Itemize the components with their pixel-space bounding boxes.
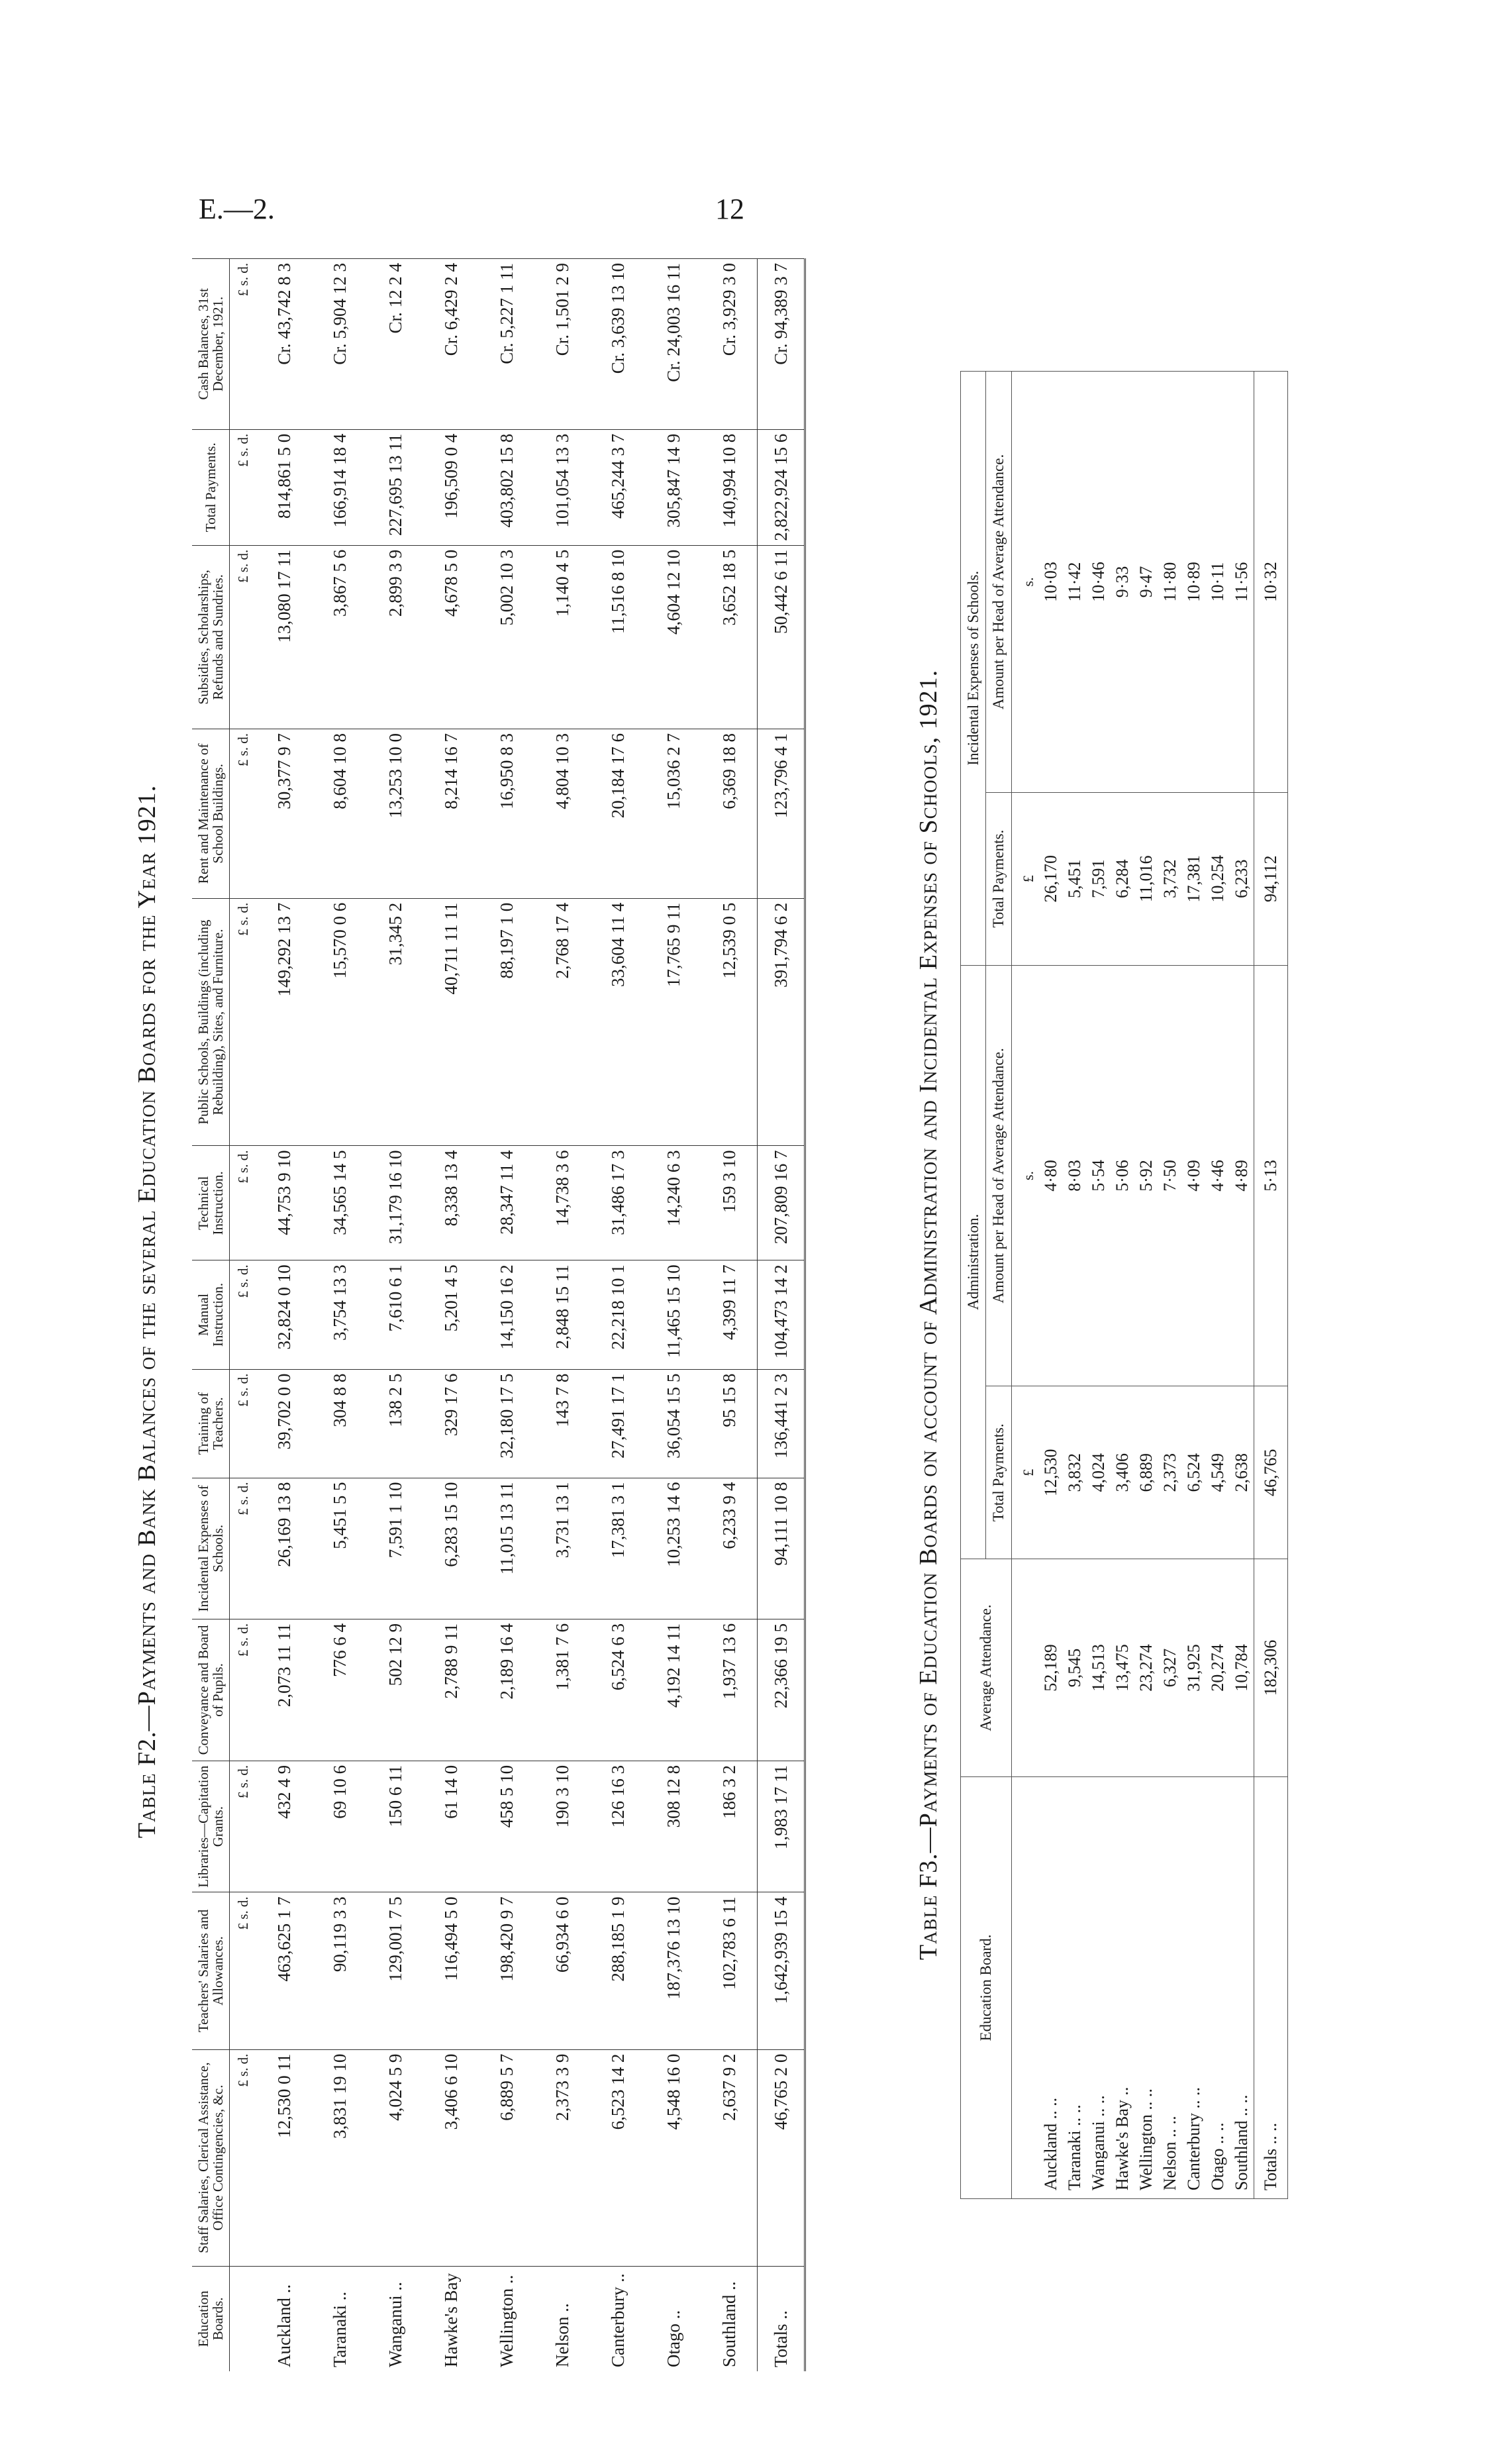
f2-value-cell: 149,292 13 7	[256, 898, 312, 1146]
f2-units-blank	[230, 2266, 257, 2371]
f3-cell-adm_head: 4·89	[1230, 965, 1254, 1386]
f3-header-board: Education Board.	[961, 1777, 1012, 2199]
page-code: E.—2.	[199, 193, 275, 225]
f3-cell-att: 23,274	[1134, 1559, 1158, 1777]
f2-value-cell: 116,494 5 0	[423, 1892, 479, 2049]
f2-unit-cell: £ s. d.	[230, 1260, 257, 1369]
f3-cell-adm_head: 5·92	[1134, 965, 1158, 1386]
f2-value-cell: 4,804 10 3	[534, 729, 590, 898]
f3-cell-adm_total: 3,832	[1063, 1386, 1087, 1559]
f2-value-cell: 7,610 6 1	[368, 1260, 423, 1369]
f3-units-blank	[1011, 1559, 1039, 1777]
f3-total-att: 182,306	[1254, 1559, 1287, 1777]
f2-value-cell: 2,848 15 11	[534, 1260, 590, 1369]
f2-header-col-1: Staff Salaries, Clerical Assistance, Office Contingencies, &c.	[192, 2049, 230, 2266]
table-row	[1134, 372, 1158, 2199]
f2-value-cell: 7,591 1 10	[368, 1478, 423, 1619]
f2-value-cell: 166,914 18 4	[312, 429, 368, 545]
f3-header-administration: Administration.	[961, 965, 986, 1559]
f2-value-cell: 4,548 16 0	[646, 2049, 701, 2266]
f2-value-cell: 3,831 19 10	[312, 2049, 368, 2266]
f2-unit-cell: £ s. d.	[230, 545, 257, 729]
f2-value-cell: 88,197 1 0	[479, 898, 534, 1146]
f2-value-cell: 6,889 5 7	[479, 2049, 534, 2266]
f2-value-cell: 17,765 9 11	[646, 898, 701, 1146]
table-row	[590, 259, 646, 2372]
f2-value-cell: 140,994 10 8	[701, 429, 758, 545]
f3-cell-board: Hawke's Bay ..	[1111, 1777, 1134, 2199]
f2-header-col-11: Subsidies, Scholarships, Refunds and Sundries.	[192, 545, 230, 729]
f2-value-cell: 304 8 8	[312, 1369, 368, 1478]
f3-header-inc-total: Total Payments.	[986, 792, 1011, 965]
table-row	[1063, 372, 1087, 2199]
f2-value-cell: 3,754 13 3	[312, 1260, 368, 1369]
f3-cell-adm_total: 2,638	[1230, 1386, 1254, 1559]
f2-header-col-13: Cash Balances, 31st December, 1921.	[192, 259, 230, 430]
f2-value-cell: 15,570 0 6	[312, 898, 368, 1146]
f2-unit-cell: £ s. d.	[230, 1761, 257, 1892]
f2-header-col-4: Conveyance and Board of Pupils.	[192, 1619, 230, 1761]
f2-value-cell: Cr. 5,904 12 3	[312, 259, 368, 430]
f2-value-cell: 32,180 17 5	[479, 1369, 534, 1478]
f3-header-adm-total: Total Payments.	[986, 1386, 1011, 1559]
f2-value-cell: Cr. 3,929 3 0	[701, 259, 758, 430]
f2-board-name: Auckland ..	[256, 2266, 312, 2371]
table-row	[1182, 372, 1206, 2199]
f2-value-cell: 186 3 2	[701, 1761, 758, 1892]
f2-value-cell: 1,140 4 5	[534, 545, 590, 729]
f3-cell-inc_total: 17,381	[1182, 792, 1206, 965]
f2-value-cell: 4,604 12 10	[646, 545, 701, 729]
f2-value-cell: 30,377 9 7	[256, 729, 312, 898]
f2-header-col-0: Education Boards.	[192, 2266, 230, 2371]
f3-header-adm-head: Amount per Head of Average Attendance.	[986, 965, 1011, 1386]
f2-value-cell: 95 15 8	[701, 1369, 758, 1478]
f2-value-cell: 305,847 14 9	[646, 429, 701, 545]
f3-unit-total: £	[1011, 792, 1039, 965]
f2-value-cell: 776 6 4	[312, 1619, 368, 1761]
f3-cell-adm_total: 3,406	[1111, 1386, 1134, 1559]
f2-header-col-7: Manual Instruction.	[192, 1260, 230, 1369]
f2-value-cell: 11,465 15 10	[646, 1260, 701, 1369]
f2-value-cell: Cr. 6,429 2 4	[423, 259, 479, 430]
f2-total-cell: Cr. 94,389 3 7	[758, 259, 805, 430]
f2-value-cell: 3,406 6 10	[423, 2049, 479, 2266]
f3-cell-att: 14,513	[1087, 1559, 1111, 1777]
f2-total-cell: 1,983 17 11	[758, 1761, 805, 1892]
f2-value-cell: 187,376 13 10	[646, 1892, 701, 2049]
f3-units-blank	[1011, 1777, 1039, 2199]
f2-value-cell: 4,678 5 0	[423, 545, 479, 729]
f3-cell-adm_total: 6,889	[1134, 1386, 1158, 1559]
f3-total-adm_head: 5·13	[1254, 965, 1287, 1386]
table-row	[701, 259, 758, 2372]
f2-value-cell: 16,950 8 3	[479, 729, 534, 898]
f2-value-cell: 308 12 8	[646, 1761, 701, 1892]
f2-header-col-3: Libraries—Capitation Grants.	[192, 1761, 230, 1892]
f2-value-cell: 227,695 13 11	[368, 429, 423, 545]
f2-value-cell: 44,753 9 10	[256, 1146, 312, 1260]
f2-value-cell: 66,934 6 0	[534, 1892, 590, 2049]
f2-value-cell: 34,565 14 5	[312, 1146, 368, 1260]
f3-header-inc-head: Amount per Head of Average Attendance.	[986, 372, 1011, 793]
f3-cell-inc_head: 10·03	[1039, 372, 1063, 793]
f3-cell-inc_total: 3,732	[1158, 792, 1182, 965]
f2-value-cell: 11,516 8 10	[590, 545, 646, 729]
f3-totals-row	[1254, 372, 1287, 2199]
f2-unit-cell: £ s. d.	[230, 1892, 257, 2049]
f3-cell-board: Wanganui .. ..	[1087, 1777, 1111, 2199]
landscape-content	[132, 252, 1280, 2371]
table-f2-title: Table F2.—Payments and Bank Balances of the several Education Boards for the Year 1921.	[133, 784, 161, 1839]
f2-value-cell: 13,080 17 11	[256, 545, 312, 729]
f3-cell-board: Wellington .. ..	[1134, 1777, 1158, 2199]
page-number: 12	[715, 193, 744, 225]
f2-value-cell: 102,783 6 11	[701, 1892, 758, 2049]
f3-total-inc_total: 94,112	[1254, 792, 1287, 965]
f2-value-cell: 4,024 5 9	[368, 2049, 423, 2266]
f2-value-cell: 3,652 18 5	[701, 545, 758, 729]
f2-value-cell: 27,491 17 1	[590, 1369, 646, 1478]
f3-cell-board: Nelson .. ..	[1158, 1777, 1182, 2199]
f2-unit-cell: £ s. d.	[230, 1478, 257, 1619]
f2-value-cell: 814,861 5 0	[256, 429, 312, 545]
f2-value-cell: 150 6 11	[368, 1761, 423, 1892]
f3-cell-adm_head: 4·80	[1039, 965, 1063, 1386]
table-row	[368, 259, 423, 2372]
f3-header-attendance: Average Attendance.	[961, 1559, 1012, 1777]
f2-value-cell: 61 14 0	[423, 1761, 479, 1892]
f2-value-cell: 22,218 10 1	[590, 1260, 646, 1369]
f2-value-cell: 143 7 8	[534, 1369, 590, 1478]
f3-cell-inc_head: 11·42	[1063, 372, 1087, 793]
f3-cell-adm_total: 12,530	[1039, 1386, 1063, 1559]
f3-cell-inc_total: 6,284	[1111, 792, 1134, 965]
f3-cell-board: Auckland .. ..	[1039, 1777, 1063, 2199]
f2-value-cell: 2,899 3 9	[368, 545, 423, 729]
f3-cell-board: Southland .. ..	[1230, 1777, 1254, 2199]
f2-value-cell: 458 5 10	[479, 1761, 534, 1892]
f3-cell-adm_head: 5·54	[1087, 965, 1111, 1386]
table-row	[1158, 372, 1182, 2199]
f2-value-cell: 190 3 10	[534, 1761, 590, 1892]
f2-value-cell: 40,711 11 11	[423, 898, 479, 1146]
f2-value-cell: 13,253 10 0	[368, 729, 423, 898]
f2-board-name: Hawke's Bay	[423, 2266, 479, 2371]
f2-value-cell: 31,179 16 10	[368, 1146, 423, 1260]
f2-value-cell: 2,073 11 11	[256, 1619, 312, 1761]
f2-value-cell: 2,788 9 11	[423, 1619, 479, 1761]
f3-cell-board: Taranaki .. ..	[1063, 1777, 1087, 2199]
f2-value-cell: 31,345 2	[368, 898, 423, 1146]
f2-value-cell: Cr. 12 2 4	[368, 259, 423, 430]
f2-unit-cell: £ s. d.	[230, 1619, 257, 1761]
f3-cell-inc_head: 11·56	[1230, 372, 1254, 793]
f2-total-cell: 22,366 19 5	[758, 1619, 805, 1761]
f3-cell-att: 31,925	[1182, 1559, 1206, 1777]
f2-value-cell: 17,381 3 1	[590, 1478, 646, 1619]
table-row	[1230, 372, 1254, 2199]
f2-board-name: Southland ..	[701, 2266, 758, 2371]
f2-value-cell: 14,240 6 3	[646, 1146, 701, 1260]
f2-total-cell: 391,794 6 2	[758, 898, 805, 1146]
table-row	[423, 259, 479, 2372]
f3-cell-adm_total: 2,373	[1158, 1386, 1182, 1559]
f3-cell-inc_total: 26,170	[1039, 792, 1063, 965]
f3-cell-att: 13,475	[1111, 1559, 1134, 1777]
f2-board-name: Wanganui ..	[368, 2266, 423, 2371]
f2-value-cell: 4,399 11 7	[701, 1260, 758, 1369]
f2-value-cell: 2,189 16 4	[479, 1619, 534, 1761]
f2-unit-cell: £ s. d.	[230, 2049, 257, 2266]
table-row	[1087, 372, 1111, 2199]
f2-header-col-9: Public Schools, Buildings (including Rebuilding), Sites, and Furniture.	[192, 898, 230, 1146]
f3-unit-head: s.	[1011, 965, 1039, 1386]
f2-value-cell: 138 2 5	[368, 1369, 423, 1478]
f2-value-cell: 26,169 13 8	[256, 1478, 312, 1619]
f2-value-cell: 2,637 9 2	[701, 2049, 758, 2266]
f3-cell-inc_total: 5,451	[1063, 792, 1087, 965]
f2-totals-label: Totals ..	[758, 2266, 805, 2371]
f3-cell-board: Canterbury .. ..	[1182, 1777, 1206, 2199]
f2-unit-cell: £ s. d.	[230, 1369, 257, 1478]
f2-value-cell: 12,539 0 5	[701, 898, 758, 1146]
f3-cell-adm_head: 8·03	[1063, 965, 1087, 1386]
f3-total-inc_head: 10·32	[1254, 372, 1287, 793]
f2-header-col-10: Rent and Maintenance of School Buildings.	[192, 729, 230, 898]
f2-header-col-5: Incidental Expenses of Schools.	[192, 1478, 230, 1619]
table-row	[256, 259, 312, 2372]
f3-cell-att: 20,274	[1206, 1559, 1230, 1777]
f2-total-cell: 50,442 6 11	[758, 545, 805, 729]
f2-value-cell: 2,768 17 4	[534, 898, 590, 1146]
f3-cell-adm_head: 4·09	[1182, 965, 1206, 1386]
f2-value-cell: 465,244 3 7	[590, 429, 646, 545]
f3-cell-inc_head: 9·47	[1134, 372, 1158, 793]
f2-value-cell: 5,451 5 5	[312, 1478, 368, 1619]
f2-total-cell: 94,111 10 8	[758, 1478, 805, 1619]
f2-value-cell: Cr. 5,227 1 11	[479, 259, 534, 430]
table-row	[1111, 372, 1134, 2199]
f2-value-cell: Cr. 43,742 8 3	[256, 259, 312, 430]
f2-value-cell: 69 10 6	[312, 1761, 368, 1892]
table-row	[1206, 372, 1230, 2199]
f2-value-cell: 5,002 10 3	[479, 545, 534, 729]
table-row	[312, 259, 368, 2372]
f2-value-cell: 3,731 13 1	[534, 1478, 590, 1619]
f2-value-cell: 1,937 13 6	[701, 1619, 758, 1761]
f2-value-cell: 36,054 15 5	[646, 1369, 701, 1478]
f3-cell-adm_head: 7·50	[1158, 965, 1182, 1386]
f2-value-cell: 198,420 9 7	[479, 1892, 534, 2049]
f3-cell-board: Otago .. ..	[1206, 1777, 1230, 2199]
f2-totals-row	[758, 259, 805, 2372]
f2-header-col-2: Teachers' Salaries and Allowances.	[192, 1892, 230, 2049]
f2-value-cell: 20,184 17 6	[590, 729, 646, 898]
f3-cell-att: 10,784	[1230, 1559, 1254, 1777]
f2-value-cell: 39,702 0 0	[256, 1369, 312, 1478]
table-f3	[960, 371, 1288, 2199]
f2-value-cell: Cr. 1,501 2 9	[534, 259, 590, 430]
f2-value-cell: 12,530 0 11	[256, 2049, 312, 2266]
f2-value-cell: 6,233 9 4	[701, 1478, 758, 1619]
f2-board-name: Otago ..	[646, 2266, 701, 2371]
f3-cell-adm_total: 4,024	[1087, 1386, 1111, 1559]
f2-value-cell: 101,054 13 3	[534, 429, 590, 545]
table-row	[1039, 372, 1063, 2199]
f3-cell-inc_head: 9·33	[1111, 372, 1134, 793]
f2-value-cell: 8,214 16 7	[423, 729, 479, 898]
f2-value-cell: 196,509 0 4	[423, 429, 479, 545]
f2-value-cell: 159 3 10	[701, 1146, 758, 1260]
f3-units-row	[1011, 372, 1039, 2199]
f3-total-adm_total: 46,765	[1254, 1386, 1287, 1559]
f2-value-cell: 6,523 14 2	[590, 2049, 646, 2266]
f2-units-row	[230, 259, 257, 2372]
f2-value-cell: 14,150 16 2	[479, 1260, 534, 1369]
table-row	[479, 259, 534, 2372]
f3-cell-adm_total: 4,549	[1206, 1386, 1230, 1559]
f2-unit-cell: £ s. d.	[230, 729, 257, 898]
f2-header-col-6: Training of Teachers.	[192, 1369, 230, 1478]
f2-value-cell: 15,036 2 7	[646, 729, 701, 898]
f2-header-col-8: Technical Instruction.	[192, 1146, 230, 1260]
f3-header-incidental: Incidental Expenses of Schools.	[961, 372, 986, 966]
f2-total-cell: 2,822,924 15 6	[758, 429, 805, 545]
f2-board-name: Taranaki ..	[312, 2266, 368, 2371]
f2-value-cell: 3,867 5 6	[312, 545, 368, 729]
f2-value-cell: 403,802 15 8	[479, 429, 534, 545]
f2-value-cell: 10,253 14 6	[646, 1478, 701, 1619]
f3-unit-head: s.	[1011, 372, 1039, 793]
f2-total-cell: 207,809 16 7	[758, 1146, 805, 1260]
f2-total-cell: 1,642,939 15 4	[758, 1892, 805, 2049]
table-f2	[192, 258, 806, 2371]
f3-cell-inc_head: 10·11	[1206, 372, 1230, 793]
f2-value-cell: 432 4 9	[256, 1761, 312, 1892]
f2-value-cell: 11,015 13 11	[479, 1478, 534, 1619]
f2-value-cell: 502 12 9	[368, 1619, 423, 1761]
f2-value-cell: 8,338 13 4	[423, 1146, 479, 1260]
f2-header-col-12: Total Payments.	[192, 429, 230, 545]
f2-unit-cell: £ s. d.	[230, 259, 257, 430]
f2-total-cell: 123,796 4 1	[758, 729, 805, 898]
f2-total-cell: 104,473 14 2	[758, 1260, 805, 1369]
f3-cell-inc_total: 6,233	[1230, 792, 1254, 965]
f3-cell-adm_head: 4·46	[1206, 965, 1230, 1386]
table-f2-header-row	[192, 259, 230, 2372]
f3-cell-adm_head: 5·06	[1111, 965, 1134, 1386]
f2-value-cell: Cr. 24,003 16 11	[646, 259, 701, 430]
f2-value-cell: 6,283 15 10	[423, 1478, 479, 1619]
f3-cell-att: 52,189	[1039, 1559, 1063, 1777]
f2-value-cell: 90,119 3 3	[312, 1892, 368, 2049]
f2-total-cell: 136,441 2 3	[758, 1369, 805, 1478]
f2-value-cell: 2,373 3 9	[534, 2049, 590, 2266]
f3-cell-inc_head: 11·80	[1158, 372, 1182, 793]
f3-cell-inc_head: 10·89	[1182, 372, 1206, 793]
f2-board-name: Nelson ..	[534, 2266, 590, 2371]
f2-unit-cell: £ s. d.	[230, 898, 257, 1146]
f3-cell-inc_total: 10,254	[1206, 792, 1230, 965]
f2-unit-cell: £ s. d.	[230, 429, 257, 545]
f3-cell-inc_total: 7,591	[1087, 792, 1111, 965]
f2-value-cell: 288,185 1 9	[590, 1892, 646, 2049]
f2-total-cell: 46,765 2 0	[758, 2049, 805, 2266]
table-row	[534, 259, 590, 2372]
f2-value-cell: 33,604 11 4	[590, 898, 646, 1146]
table-f3-title: Table F3.—Payments of Education Boards on account of Administration and Incidental Expenses of Schools, 1921.	[915, 669, 942, 1961]
f3-unit-total: £	[1011, 1386, 1039, 1559]
f2-value-cell: 6,369 18 8	[701, 729, 758, 898]
f3-cell-adm_total: 6,524	[1182, 1386, 1206, 1559]
f2-board-name: Canterbury ..	[590, 2266, 646, 2371]
f2-value-cell: 32,824 0 10	[256, 1260, 312, 1369]
f2-value-cell: 5,201 4 5	[423, 1260, 479, 1369]
f2-value-cell: 8,604 10 8	[312, 729, 368, 898]
f3-cell-inc_head: 10·46	[1087, 372, 1111, 793]
f2-value-cell: 14,738 3 6	[534, 1146, 590, 1260]
f2-value-cell: Cr. 3,639 13 10	[590, 259, 646, 430]
f2-unit-cell: £ s. d.	[230, 1146, 257, 1260]
f3-total-board: Totals .. ..	[1254, 1777, 1287, 2199]
f2-value-cell: 129,001 7 5	[368, 1892, 423, 2049]
f2-value-cell: 126 16 3	[590, 1761, 646, 1892]
table-row	[646, 259, 701, 2372]
f2-value-cell: 28,347 11 4	[479, 1146, 534, 1260]
f2-value-cell: 31,486 17 3	[590, 1146, 646, 1260]
f2-board-name: Wellington ..	[479, 2266, 534, 2371]
f2-value-cell: 6,524 6 3	[590, 1619, 646, 1761]
f3-cell-att: 9,545	[1063, 1559, 1087, 1777]
f2-value-cell: 4,192 14 11	[646, 1619, 701, 1761]
f2-value-cell: 1,381 7 6	[534, 1619, 590, 1761]
f3-cell-inc_total: 11,016	[1134, 792, 1158, 965]
f3-cell-att: 6,327	[1158, 1559, 1182, 1777]
f2-value-cell: 463,625 1 7	[256, 1892, 312, 2049]
f2-value-cell: 329 17 6	[423, 1369, 479, 1478]
